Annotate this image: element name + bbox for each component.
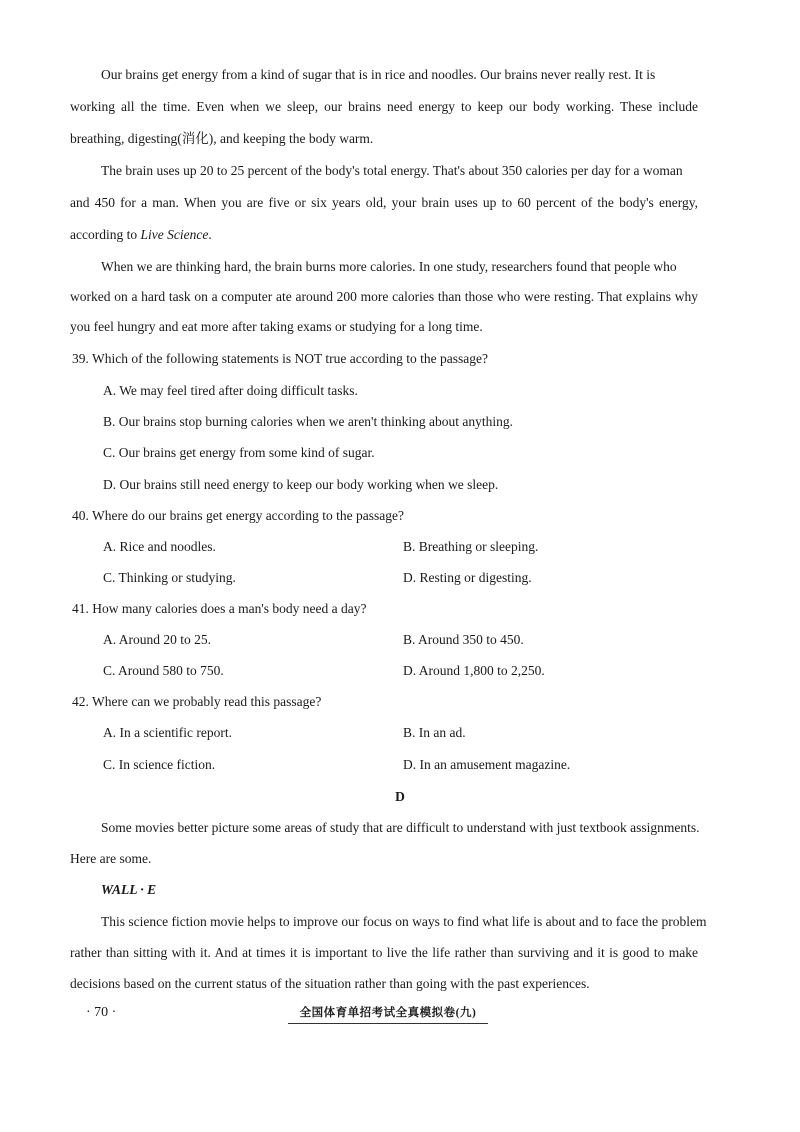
question-40-stem: 40. Where do our brains get energy according to the passage? <box>72 508 405 523</box>
source-name: Live Science <box>140 227 209 242</box>
passage-c-p3-line-3: you feel hungry and eat more after taking exams or studying for a long time. <box>70 319 483 334</box>
question-40-option-d: D. Resting or digesting. <box>403 570 532 585</box>
question-39-stem: 39. Which of the following statements is NOT true according to the passage? <box>72 351 489 366</box>
question-40-option-a: A. Rice and noodles. <box>103 539 216 554</box>
passage-c-p2-line-3 <box>70 226 212 244</box>
source-prefix: according to <box>70 227 141 242</box>
question-39-option-b: B. Our brains stop burning calories when we aren't thinking about anything. <box>103 414 513 429</box>
movie-desc-line-3: decisions based on the current status of the situation rather than going with the past experiences. <box>70 976 590 991</box>
passage-c-p1-line-3: breathing, digesting(消化), and keeping the body warm. <box>70 131 374 146</box>
passage-c-p3-line-1: When we are thinking hard, the brain burns more calories. In one study, researchers found that people who <box>101 259 677 274</box>
passage-c-p3-line-2: worked on a hard task on a computer ate around 200 more calories than those who were resting. That explains why <box>70 289 698 304</box>
question-39-option-c: C. Our brains get energy from some kind of sugar. <box>103 445 375 460</box>
source-suffix: . <box>208 227 212 242</box>
movie-desc-line-1: This science fiction movie helps to improve our focus on ways to find what life is about and to face the problem <box>101 914 707 929</box>
passage-d-intro-line-1: Some movies better picture some areas of study that are difficult to understand with just textbook assignments. <box>101 820 700 835</box>
question-39-option-a: A. We may feel tired after doing difficult tasks. <box>103 383 358 398</box>
exam-title: 全国体育单招考试全真模拟卷(九) <box>288 1004 488 1024</box>
question-42-option-d: D. In an amusement magazine. <box>403 757 571 772</box>
passage-c-p2-line-2: and 450 for a man. When you are five or six years old, your brain uses up to 60 percent of the body's energy, <box>70 195 698 210</box>
question-42-option-c: C. In science fiction. <box>103 757 216 772</box>
question-40-option-b: B. Breathing or sleeping. <box>403 539 539 554</box>
passage-d-intro-line-2: Here are some. <box>70 851 152 866</box>
question-41-option-a: A. Around 20 to 25. <box>103 632 211 647</box>
question-40-option-c: C. Thinking or studying. <box>103 570 236 585</box>
movie-desc-line-2: rather than sitting with it. And at times it is important to live the life rather than surviving and it is good to make <box>70 945 698 960</box>
passage-c-p2-line-1: The brain uses up 20 to 25 percent of the body's total energy. That's about 350 calories per day for a woman <box>101 163 683 178</box>
passage-c-p1-line-2: working all the time. Even when we sleep, our brains need energy to keep our body working. These include <box>70 99 698 114</box>
question-41-option-d: D. Around 1,800 to 2,250. <box>403 663 545 678</box>
section-d-label: D <box>395 789 405 804</box>
question-42-option-a: A. In a scientific report. <box>103 725 232 740</box>
question-41-option-c: C. Around 580 to 750. <box>103 663 224 678</box>
question-39-option-d: D. Our brains still need energy to keep our body working when we sleep. <box>103 477 499 492</box>
question-41-option-b: B. Around 350 to 450. <box>403 632 524 647</box>
question-42-option-b: B. In an ad. <box>403 725 466 740</box>
passage-c-p1-line-1: Our brains get energy from a kind of sugar that is in rice and noodles. Our brains never really rest. It is <box>101 67 656 82</box>
page-number: · 70 · <box>86 1005 117 1020</box>
question-41-stem: 41. How many calories does a man's body need a day? <box>72 601 367 616</box>
movie-title: WALL · E <box>101 882 157 897</box>
question-42-stem: 42. Where can we probably read this passage? <box>72 694 322 709</box>
